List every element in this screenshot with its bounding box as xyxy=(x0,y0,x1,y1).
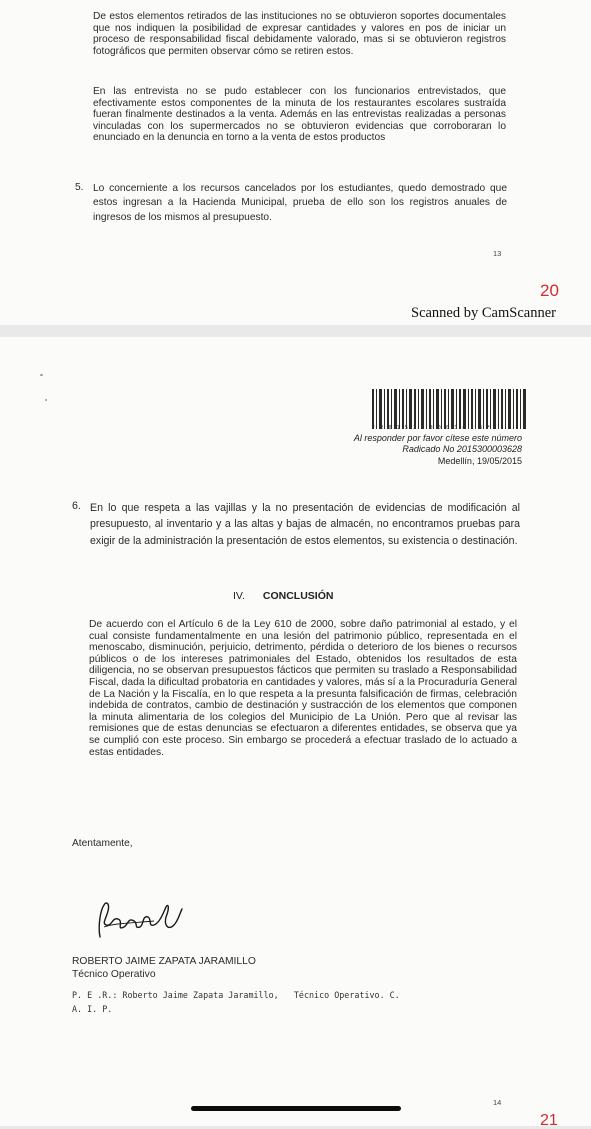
item-number-6: 6. xyxy=(72,500,81,512)
prepared-by-line: P. E .R.: Roberto Jaime Zapata Jaramillo, Técnico Operativo. C. xyxy=(72,990,400,1000)
handwritten-signature xyxy=(94,897,194,947)
barcode-digits: * 2 0 1 5 3 0 0 0 0 3 6 2 8 * xyxy=(372,425,492,431)
conclusion-paragraph: De acuerdo con el Artículo 6 de la Ley 610 de 2000, sobre daño patrimonial al estado, y el cual consiste fundamentalmente en una lesión del patrimonio público, representada en el menoscabo, disminución, perjuicio, detrimento, pérdida o deterioro de los bienes o recursos públicos o de los intereses patrimoniales del Estado, obtenidos los resultados de esta diligencia, no se observan presupuestos fácticos que permiten su traslado a Responsabilidad Fiscal, dada la dificultad probatoria en cantidades y valores, más sí a la Procuraduría General de La Nación y la Fiscalía, en lo que respeta a la presunta falsificación de firmas, celebración indebida de contratos, cambio de destinación y sustracción de los elementos que componen la minuta alimentaria de los colegios del Municipio de La Unión. Pero que al revisar las remisiones que de estas denuncias se efectuaron a diferentes entidades, se observa que ya se cumplió con este proceso. Sin embargo se procederá a efectuar traslado de lo actuado a estas entidades. xyxy=(89,619,517,758)
prepared-by-line-2: A. I. P. xyxy=(72,1004,113,1014)
paragraph-photographic-records: De estos elementos retirados de las instituciones no se obtuvieron soportes documentales que nos indiquen la posibilidad de expresar cantidades y valores en pos de iniciar un proceso de responsabilidad fiscal debidamente valorado, mas si se obtuvieron registros fotográficos que permiten observar cómo se retiren estos. xyxy=(93,11,506,57)
signer-title: Técnico Operativo xyxy=(72,969,156,980)
red-page-marker: 20 xyxy=(540,281,559,300)
page-number: 14 xyxy=(493,1098,502,1107)
camscanner-watermark: Scanned by CamScanner xyxy=(411,305,556,321)
scan-speck xyxy=(45,399,47,401)
paragraph-interviews: En las entrevista no se pudo establecer con los funcionarios entrevistados, que efectivamente estos componentes de la minuta de los restaurantes escolares sustraída fueran finalmente destinados a la venta. Además en las entrevistas realizadas a personas vinculadas con los supermercados no se obtuvieron evidencias que corroboraran lo enunciado en la denuncia en torno a la venta de estos productos xyxy=(93,86,506,144)
item-5-text: Lo concerniente a los recursos cancelados por los estudiantes, quedo demostrado que estos ingresan a la Hacienda Municipal, prueba de ello son los registros anuales de ingresos de los mismos al presupuesto. xyxy=(93,183,507,223)
document-page-14 xyxy=(0,337,591,1126)
page-number: 13 xyxy=(493,249,502,258)
section-roman-numeral: IV. xyxy=(233,590,245,602)
barcode-image xyxy=(372,389,527,429)
section-title: CONCLUSIÓN xyxy=(262,590,334,602)
radicado-number: Radicado No 2015300003628 xyxy=(402,444,522,454)
closing-salutation: Atentamente, xyxy=(72,838,133,849)
scan-speck xyxy=(40,374,43,376)
signer-name: ROBERTO JAIME ZAPATA JARAMILLO xyxy=(72,956,256,967)
red-page-marker-partial: 21 xyxy=(540,1112,558,1129)
radicado-instruction: Al responder por favor cítese este número xyxy=(353,433,522,443)
item-6-text: En lo que respeta a las vajillas y la no presentación de evidencias de modificación al presupuesto, al inventario y a las altas y bajas de almacén, no encontramos pruebas para exigir de la administración la presentación de estos elementos, su existencia o destinación. xyxy=(90,502,520,547)
radicado-date: Medellín, 19/05/2015 xyxy=(437,456,522,466)
home-indicator[interactable] xyxy=(191,1106,401,1111)
item-number-5: 5. xyxy=(75,182,84,193)
document-page-13 xyxy=(0,0,591,325)
section-heading xyxy=(233,590,333,602)
